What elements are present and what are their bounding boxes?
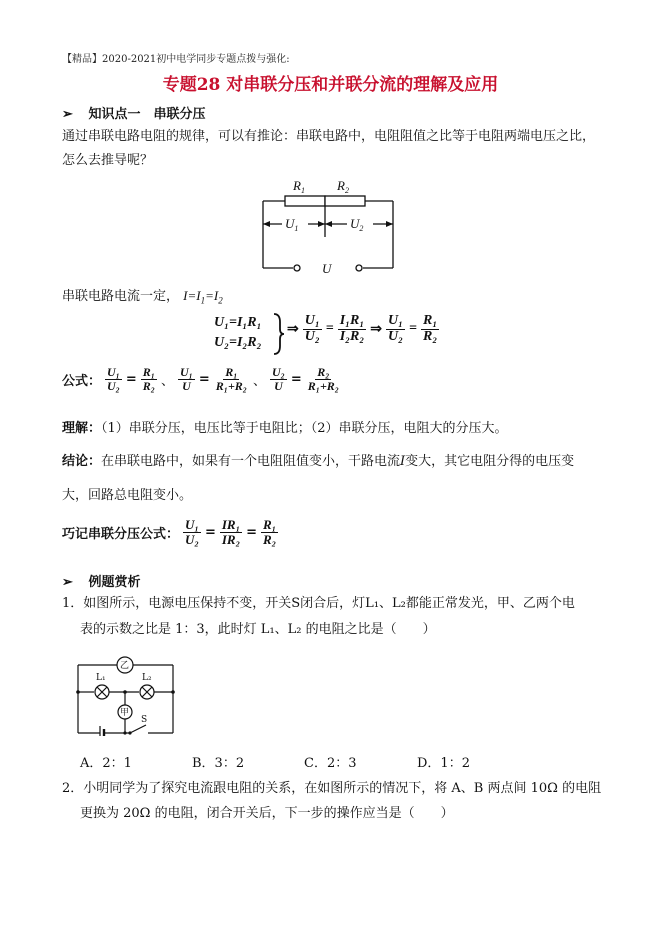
q1-option-b[interactable]: B．3：2: [192, 756, 245, 771]
formula-label: 公式：: [62, 373, 102, 389]
implies-arrow-icon: ⇒: [287, 321, 299, 337]
derivation-system: [214, 313, 262, 353]
right-brace-icon: [272, 312, 286, 356]
current-statement: [62, 285, 223, 312]
doc-header: 【精品】2020-2021初中电学同步专题点拨与强化:: [62, 54, 290, 65]
conclusion-line-1: 结论：在串联电路中，如果有一个电阻阻值变小，干路电流I变大，其它电阻分得的电压变: [62, 454, 575, 469]
intro-line-1: 通过串联电路电阻的规律，可以有推论：串联电路中，电阻阻值之比等于电阻两端电压之比，: [62, 129, 596, 144]
understanding: 理解：（1）串联分压，电压比等于电阻比；（2）串联分压，电阻大的分压大。: [62, 421, 508, 436]
lamp-l2-label: L₂: [142, 673, 152, 683]
label-u: U: [322, 261, 332, 275]
meter-jia-label: 甲: [120, 708, 130, 718]
q1-option-c[interactable]: C．2：3: [304, 756, 357, 771]
arrow-bullet-icon: ➢: [62, 575, 73, 590]
page-title: 专题28 对串联分压和并联分流的理解及应用: [162, 75, 499, 95]
derivation-chain: ⇒ $\frac{\text{U₁}}{\text{U₂}}$ = $\frac{\text{I₁R₁}}{\text{I₂R₂}}$ ⇒ $\frac{\text{U₁}}{\text{U₂}}$ = $\frac{\text{R₁}}{\text{R₂}}$: [287, 313, 438, 344]
section-knowledge-1: [62, 103, 206, 122]
label-r2: $R_2$: [337, 178, 349, 195]
memo-formula: 巧记串联分压公式： $\frac{\text{U₁}}{\text{U₂}}$ = $\frac{\text{IR₁}}{\text{IR₂}}$ = $\frac{\text{R₁}}{\text{R₂}}$: [62, 517, 277, 547]
arrow-bullet-icon: ➢: [62, 107, 73, 122]
implies-arrow-icon: ⇒: [370, 321, 383, 337]
q1-line-2: 表的示数之比是 1：3，此时灯 L₁、L₂ 的电阻之比是（ ）: [80, 622, 436, 637]
label-u2: $U_2$: [350, 216, 364, 233]
meter-yi-label: 乙: [120, 661, 130, 671]
current-text: 串联电路电流一定，: [62, 289, 180, 304]
q1-circuit-diagram: [70, 648, 190, 736]
q2-line-1: 2．小明同学为了探究电流跟电阻的关系，在如图所示的情况下，将 A、B 两点间 10Ω 的电阻: [62, 781, 602, 796]
conclusion-line-2: 大，回路总电阻变小。: [62, 488, 193, 503]
lamp-l1-label: L₁: [96, 673, 106, 683]
q2-line-2: 更换为 20Ω 的电阻，闭合开关后，下一步的操作应当是（ ）: [80, 806, 454, 821]
label-r1: $R_1$: [293, 178, 305, 195]
eq-u1: U₁=I₁R₁: [214, 315, 262, 330]
eq-u2: U₂=I₂R₂: [214, 335, 262, 350]
label-u1: $U_1$: [285, 216, 299, 233]
q1-line-1: 1．如图所示，电源电压保持不变，开关S闭合后，灯L₁、L₂都能正常发光，甲、乙两个电: [62, 596, 575, 611]
formula-row: 公式： $\frac{\text{U₁}}{\text{U₂}}$ = $\frac{\text{R₁}}{\text{R₂}}$ 、 $\frac{\text{U₁}}{U}$ = $\frac{\text{R₁}}{\text{R₁+R₂}}$ 、 $\frac{\text{U₂}}{U}$ = $\frac{\text{R₂}}{\text{R₁+R₂}}$: [62, 365, 339, 393]
series-circuit-diagram: [255, 175, 415, 275]
current-formula: $I=I_1=I_2$: [183, 288, 223, 306]
section-label: 知识点一 串联分压: [88, 107, 206, 122]
switch-s-label: S: [141, 715, 148, 725]
q1-option-a[interactable]: A．2：1: [80, 756, 132, 771]
q1-option-d[interactable]: D．1：2: [417, 756, 470, 771]
section-examples: [62, 571, 141, 590]
intro-line-2: 怎么去推导呢？: [62, 153, 154, 168]
section-label: 例题赏析: [88, 575, 141, 590]
